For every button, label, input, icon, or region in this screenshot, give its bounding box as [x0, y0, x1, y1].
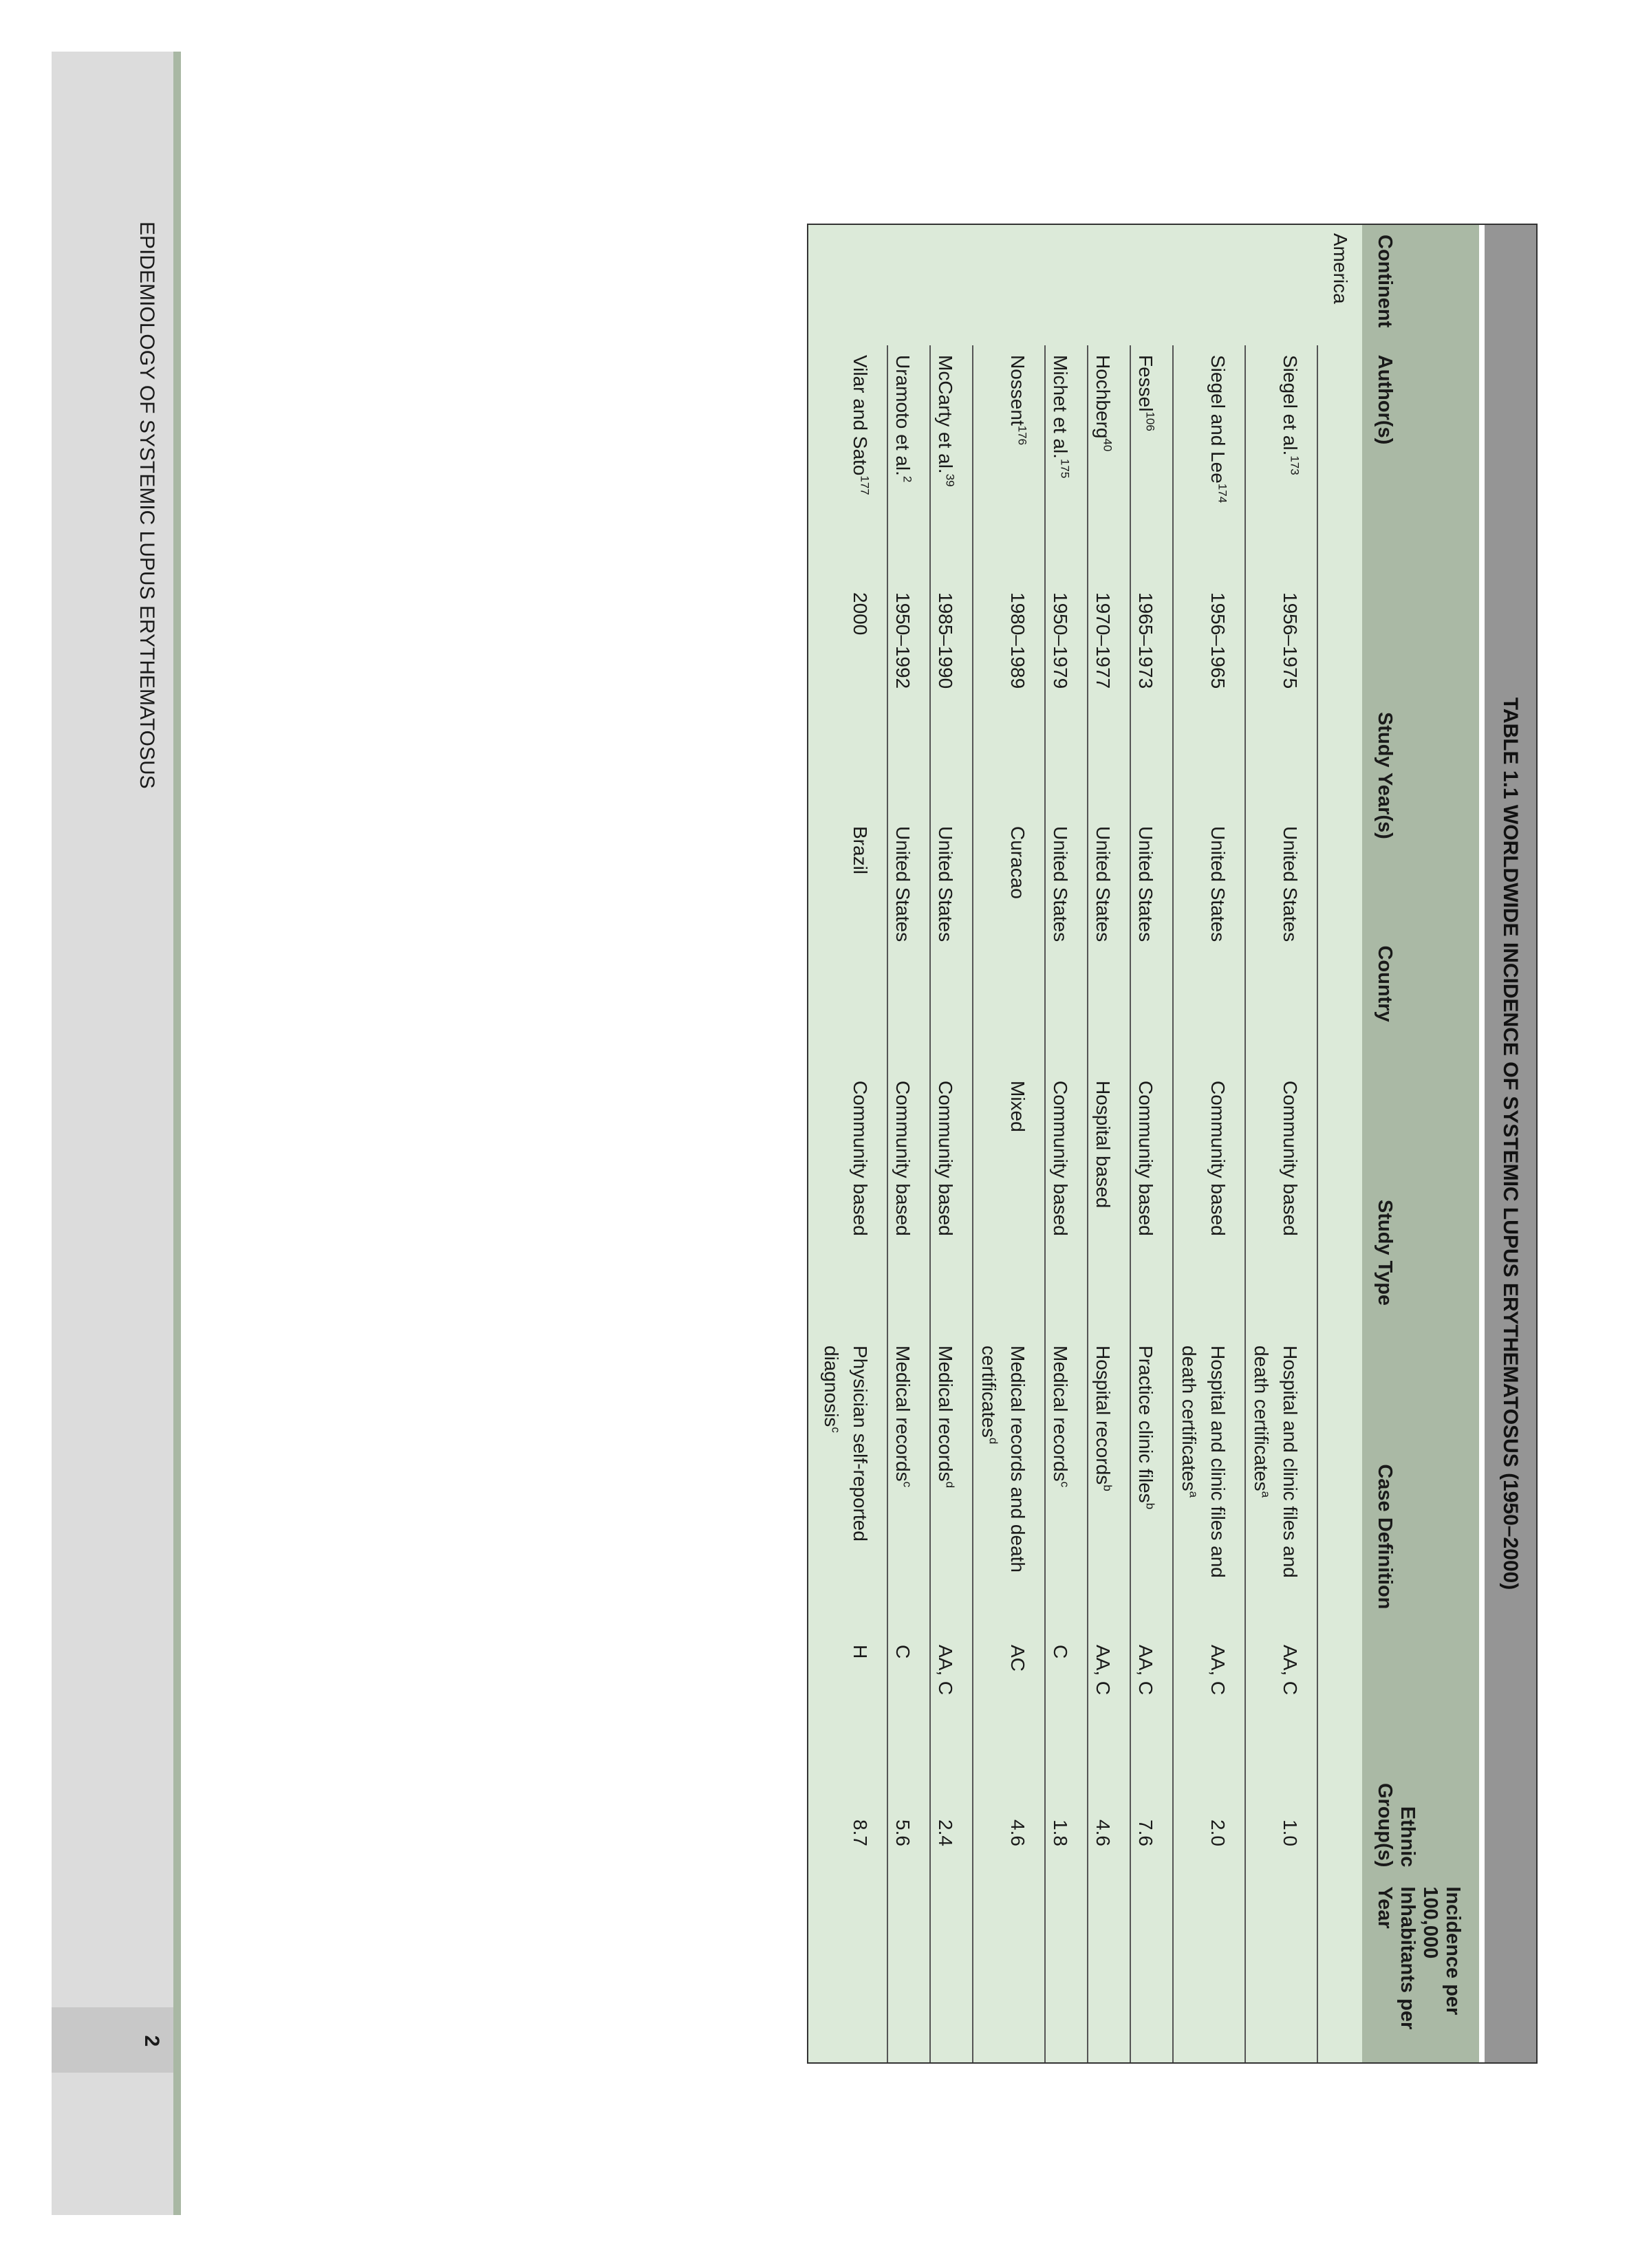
header-continent: Continent	[1374, 235, 1396, 328]
table-rows	[816, 225, 1318, 2062]
cell-country: United States	[892, 826, 914, 942]
cell-study-type: Community based	[1135, 1081, 1156, 1236]
header-years: Study Year(s)	[1374, 711, 1396, 839]
cell-incidence: 2.4	[935, 1819, 956, 1846]
cell-years: 2000	[850, 592, 871, 636]
cell-case-definition: Physician self-reported diagnosis$^c$	[821, 1346, 871, 1542]
cell-incidence: 5.6	[892, 1819, 914, 1846]
cell-country: Brazil	[850, 826, 871, 875]
cell-ethnic: AA, C	[1092, 1645, 1114, 1696]
cell-incidence: 2.0	[1207, 1819, 1229, 1846]
cell-case-definition: Hospital and clinic files and death certificates$^a$	[1178, 1346, 1229, 1578]
cell-ethnic: AC	[1007, 1645, 1028, 1672]
header-country: Country	[1374, 945, 1396, 1022]
cell-author: Siegel et al.$^{173}$	[1280, 355, 1302, 475]
cell-case-definition: Medical records and death certificates$^d$	[978, 1346, 1028, 1573]
cell-country: United States	[1135, 826, 1156, 942]
cell-incidence: 8.7	[850, 1819, 871, 1846]
side-strip	[52, 52, 179, 2215]
cell-ethnic: C	[1050, 1645, 1071, 1659]
cell-ethnic: C	[892, 1645, 914, 1659]
table-row	[1174, 345, 1246, 2062]
cell-case-definition: Practice clinic files$^b$	[1135, 1346, 1157, 1510]
cell-country: United States	[1050, 826, 1071, 942]
table-row	[816, 345, 888, 2062]
table-header	[1362, 225, 1479, 2062]
table-row	[888, 345, 931, 2062]
cell-years: 1970–1977	[1092, 592, 1114, 689]
table-row	[1088, 345, 1131, 2062]
table-row	[931, 345, 973, 2062]
cell-incidence: 4.6	[1007, 1819, 1028, 1846]
cell-years: 1980–1989	[1007, 592, 1028, 689]
cell-author: Vilar and Sato$^{177}$	[850, 355, 872, 495]
running-head: EPIDEMIOLOGY OF SYSTEMIC LUPUS ERYTHEMATOSUS	[136, 222, 158, 789]
cell-incidence: 4.6	[1092, 1819, 1114, 1846]
cell-study-type: Community based	[850, 1081, 871, 1236]
cell-ethnic: AA, C	[1135, 1645, 1156, 1696]
cell-author: Hochberg$^{40}$	[1092, 355, 1114, 452]
cell-country: United States	[1207, 826, 1229, 942]
cell-incidence: 1.8	[1050, 1819, 1071, 1846]
table-row	[973, 345, 1046, 2062]
table-body	[816, 225, 1362, 2062]
cell-years: 1965–1973	[1135, 592, 1156, 689]
cell-study-type: Community based	[892, 1081, 914, 1236]
cell-author: Siegel and Lee$^{174}$	[1207, 355, 1229, 504]
side-green-rule	[173, 52, 181, 2215]
cell-case-definition: Medical records$^c$	[1050, 1346, 1072, 1488]
cell-years: 1956–1965	[1207, 592, 1229, 689]
cell-ethnic: AA, C	[935, 1645, 956, 1696]
cell-study-type: Community based	[1050, 1081, 1071, 1236]
cell-author: Fessel$^{106}$	[1135, 355, 1157, 431]
cell-author: Michet et al.$^{175}$	[1050, 355, 1072, 479]
cell-ethnic: AA, C	[1280, 1645, 1301, 1696]
cell-country: United States	[1280, 826, 1301, 942]
table-row	[1131, 345, 1174, 2062]
header-authors: Author(s)	[1374, 354, 1396, 445]
header-case-definition: Case Definition	[1374, 1464, 1396, 1610]
cell-study-type: Community based	[935, 1081, 956, 1236]
page-number: 2	[140, 2035, 163, 2047]
header-ethnic: Ethnic Group(s)	[1374, 1782, 1419, 1868]
cell-years: 1950–1992	[892, 592, 914, 689]
cell-case-definition: Medical records$^d$	[935, 1346, 957, 1489]
incidence-table	[807, 224, 1538, 2064]
cell-study-type: Hospital based	[1092, 1081, 1114, 1209]
cell-author: McCarty et al.$^{39}$	[935, 355, 957, 487]
cell-incidence: 7.6	[1135, 1819, 1156, 1846]
table-title: TABLE 1.1 WORLDWIDE INCIDENCE OF SYSTEMIC LUPUS ERYTHEMATOSUS (1950–2000)	[1485, 225, 1536, 2062]
cell-author: Nossent$^{176}$	[1007, 355, 1029, 446]
cell-study-type: Community based	[1207, 1081, 1229, 1236]
cell-ethnic: AA, C	[1207, 1645, 1229, 1696]
cell-case-definition: Hospital records$^b$	[1092, 1346, 1114, 1491]
cell-country: Curacao	[1007, 826, 1028, 899]
cell-country: United States	[935, 826, 956, 942]
cell-years: 1950–1979	[1050, 592, 1071, 689]
table-row	[1046, 345, 1088, 2062]
cell-incidence: 1.0	[1280, 1819, 1301, 1846]
header-study-type: Study Type	[1374, 1199, 1396, 1306]
cell-case-definition: Hospital and clinic files and death certificates$^a$	[1251, 1346, 1301, 1578]
cell-case-definition: Medical records$^c$	[892, 1346, 914, 1488]
header-incidence: Incidence per 100,000 Inhabitants per Year	[1374, 1886, 1464, 2030]
cell-years: 1985–1990	[935, 592, 956, 689]
title-gap	[1479, 225, 1485, 2062]
cell-study-type: Community based	[1280, 1081, 1301, 1236]
cell-country: United States	[1092, 826, 1114, 942]
cell-ethnic: H	[850, 1645, 871, 1659]
cell-study-type: Mixed	[1007, 1081, 1028, 1132]
continent-label: America	[1330, 233, 1351, 304]
cell-years: 1956–1975	[1280, 592, 1301, 689]
cell-author: Uramoto et al.$^2$	[892, 355, 914, 483]
table-row	[1246, 345, 1318, 2062]
